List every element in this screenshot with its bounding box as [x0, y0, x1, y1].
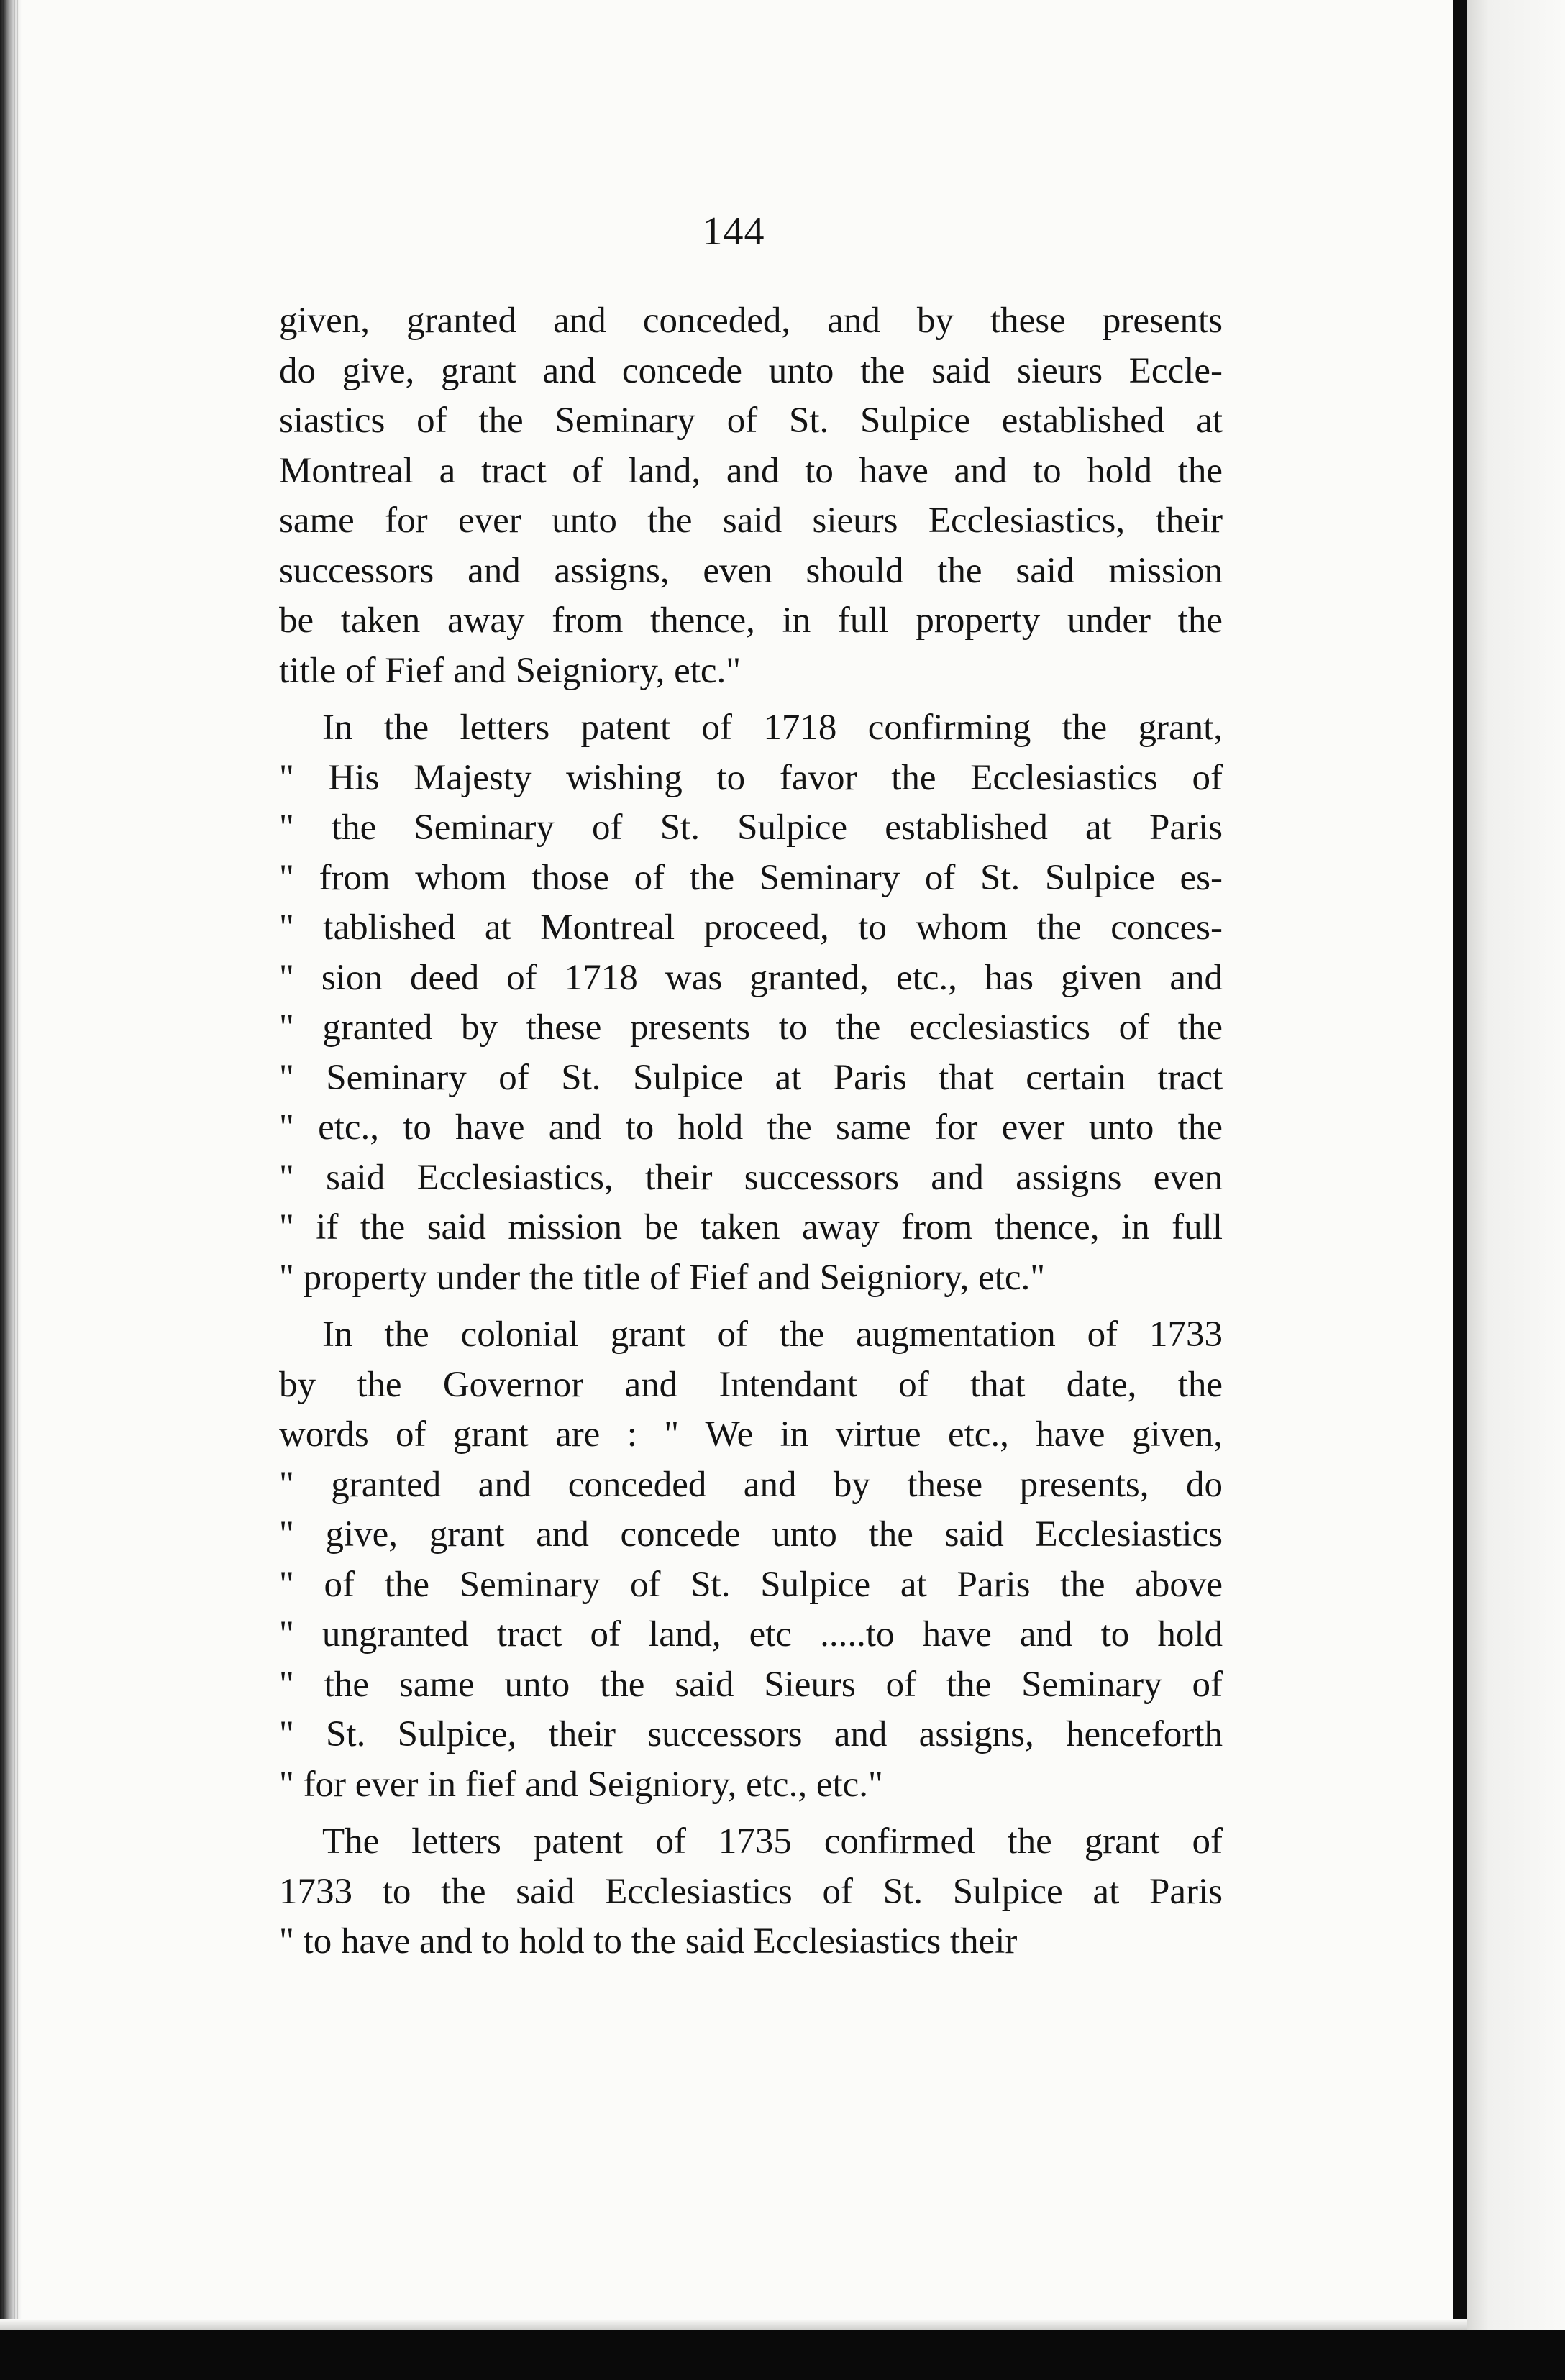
text-line: same for ever unto the said sieurs Ecclesiastics, their [279, 500, 1223, 541]
text-line: The letters patent of 1735 confirmed the grant of [322, 1821, 1223, 1862]
text-line: be taken away from thence, in full property under the [279, 600, 1223, 641]
bottom-page-shadow [0, 2319, 1467, 2330]
text-line: " granted and conceded and by these presents, do [279, 1464, 1223, 1505]
text-line: " His Majesty wishing to favor the Ecclesiastics of [279, 757, 1223, 798]
paragraph [279, 1310, 1223, 1810]
text-line: " the Seminary of St. Sulpice established at Paris [279, 807, 1223, 848]
text-line: by the Governor and Intendant of that date, the [279, 1364, 1223, 1405]
bottom-dark-strip [0, 2330, 1565, 2380]
paragraph [279, 703, 1223, 1303]
text-line: " to have and to hold to the said Ecclesiastics their [279, 1921, 1018, 1962]
text-line: given, granted and conceded, and by these presents [279, 301, 1223, 341]
text-line: " for ever in fief and Seigniory, etc., etc." [279, 1764, 883, 1805]
text-line: " of the Seminary of St. Sulpice at Paris the above [279, 1564, 1223, 1605]
text-line: Montreal a tract of land, and to have and to hold the [279, 450, 1223, 491]
text-line: " Seminary of St. Sulpice at Paris that certain tract [279, 1057, 1223, 1098]
text-line: " if the said mission be taken away from thence, in full [279, 1207, 1223, 1248]
binding-texture [3, 0, 20, 2380]
text-line: " sion deed of 1718 was granted, etc., has given and [279, 957, 1223, 998]
text-line: successors and assigns, even should the said mission [279, 550, 1223, 591]
text-line: In the letters patent of 1718 confirming the grant, [322, 708, 1223, 748]
adjacent-page [1467, 0, 1565, 2380]
text-line: siastics of the Seminary of St. Sulpice established at [279, 401, 1223, 441]
text-line: " the same unto the said Sieurs of the Seminary of [279, 1664, 1223, 1705]
text-line: " property under the title of Fief and Seigniory, etc." [279, 1257, 1046, 1298]
page-edge-notch [1453, 1035, 1464, 1061]
text-line: " etc., to have and to hold the same for ever unto the [279, 1107, 1223, 1148]
text-line: title of Fief and Seigniory, etc." [279, 650, 742, 691]
text-line: " ungranted tract of land, etc .....to have and to hold [279, 1614, 1223, 1654]
text-line: In the colonial grant of the augmentation of 1733 [322, 1314, 1223, 1355]
text-line: " said Ecclesiastics, their successors and assigns even [279, 1157, 1223, 1198]
text-line: 1733 to the said Ecclesiastics of St. Sulpice at Paris [279, 1871, 1223, 1912]
paragraph [279, 1817, 1223, 1967]
text-line: " give, grant and concede unto the said Ecclesiastics [279, 1514, 1223, 1555]
text-line: " from whom those of the Seminary of St. Sulpice es- [279, 857, 1223, 898]
text-line: " tablished at Montreal proceed, to whom the conces- [279, 907, 1223, 948]
body-text [279, 296, 1223, 1967]
paragraph [279, 296, 1223, 696]
page-number: 144 [702, 209, 765, 254]
text-line: words of grant are : " We in virtue etc., have given, [279, 1414, 1223, 1455]
text-line: do give, grant and concede unto the said sieurs Eccle- [279, 350, 1223, 391]
text-line: " granted by these presents to the ecclesiastics of the [279, 1007, 1223, 1048]
right-page-edge [1453, 0, 1467, 2380]
text-line: " St. Sulpice, their successors and assigns, henceforth [279, 1714, 1223, 1754]
